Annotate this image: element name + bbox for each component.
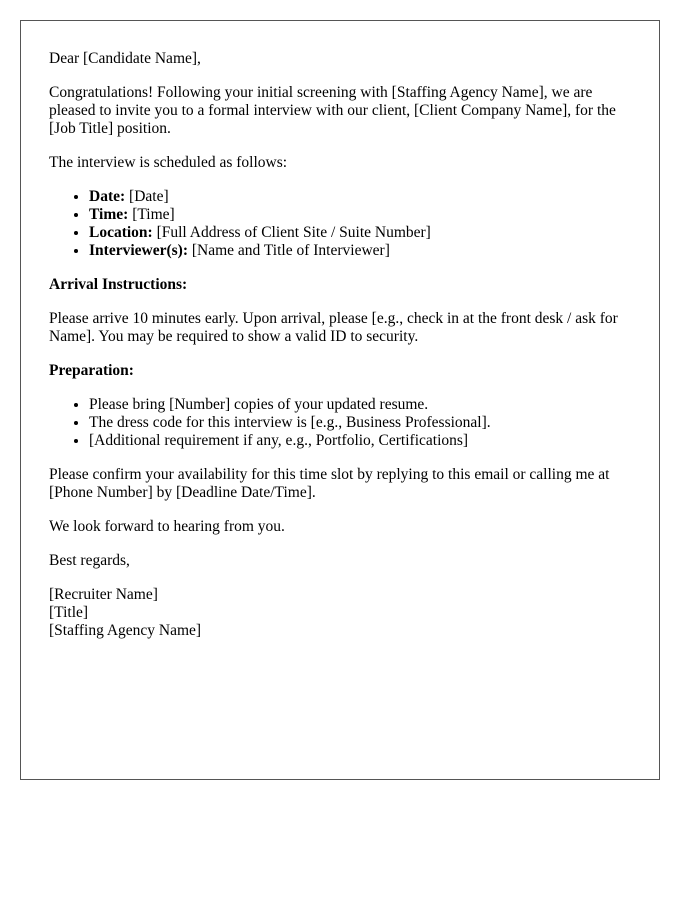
schedule-item-interviewers xyxy=(89,242,634,260)
schedule-label: Date: xyxy=(89,188,126,205)
agency-name: [Staffing Agency Name] xyxy=(49,622,202,639)
salutation: Dear [Candidate Name], xyxy=(49,50,201,67)
letter-frame xyxy=(20,20,660,780)
schedule-value: [Name and Title of Interviewer] xyxy=(187,242,390,259)
preparation-item: • [Additional requirement if any, e.g., Portfolio, Certifications] xyxy=(89,432,634,450)
sign-off: Best regards, xyxy=(49,552,130,569)
schedule-label: Interviewer(s): xyxy=(89,242,188,259)
schedule-value: [Time] xyxy=(128,206,175,223)
recruiter-name: [Recruiter Name] xyxy=(49,586,158,603)
signature-block xyxy=(49,586,634,640)
preparation-list xyxy=(49,396,634,450)
recruiter-title: [Title] xyxy=(49,604,89,621)
confirm-paragraph: Please confirm your availability for this time slot by replying to this email or calling me at [Phone Number] by [Deadline Date/Time]. xyxy=(49,466,610,501)
letter-body xyxy=(49,50,634,656)
schedule-list xyxy=(49,188,634,260)
schedule-item-time xyxy=(89,206,634,224)
schedule-value: [Full Address of Client Site / Suite Number] xyxy=(152,224,431,241)
schedule-item-date xyxy=(89,188,634,206)
arrival-heading: Arrival Instructions: xyxy=(49,276,188,293)
preparation-item: • The dress code for this interview is [e.g., Business Professional]. xyxy=(89,414,634,432)
schedule-label: Time: xyxy=(89,206,129,223)
preparation-item: • Please bring [Number] copies of your updated resume. xyxy=(89,396,634,414)
schedule-item-location xyxy=(89,224,634,242)
schedule-intro: The interview is scheduled as follows: xyxy=(49,154,288,171)
preparation-heading: Preparation: xyxy=(49,362,134,379)
arrival-text: Please arrive 10 minutes early. Upon arrival, please [e.g., check in at the front desk / ask for Name]. You may be required to show a valid ID to security. xyxy=(49,310,618,345)
schedule-value: [Date] xyxy=(125,188,169,205)
closing-line: We look forward to hearing from you. xyxy=(49,518,285,535)
schedule-label: Location: xyxy=(89,224,153,241)
intro-paragraph: Congratulations! Following your initial screening with [Staffing Agency Name], we are pleased to invite you to a formal interview with our client, [Client Company Name], for the [Job Title] position. xyxy=(49,84,616,137)
